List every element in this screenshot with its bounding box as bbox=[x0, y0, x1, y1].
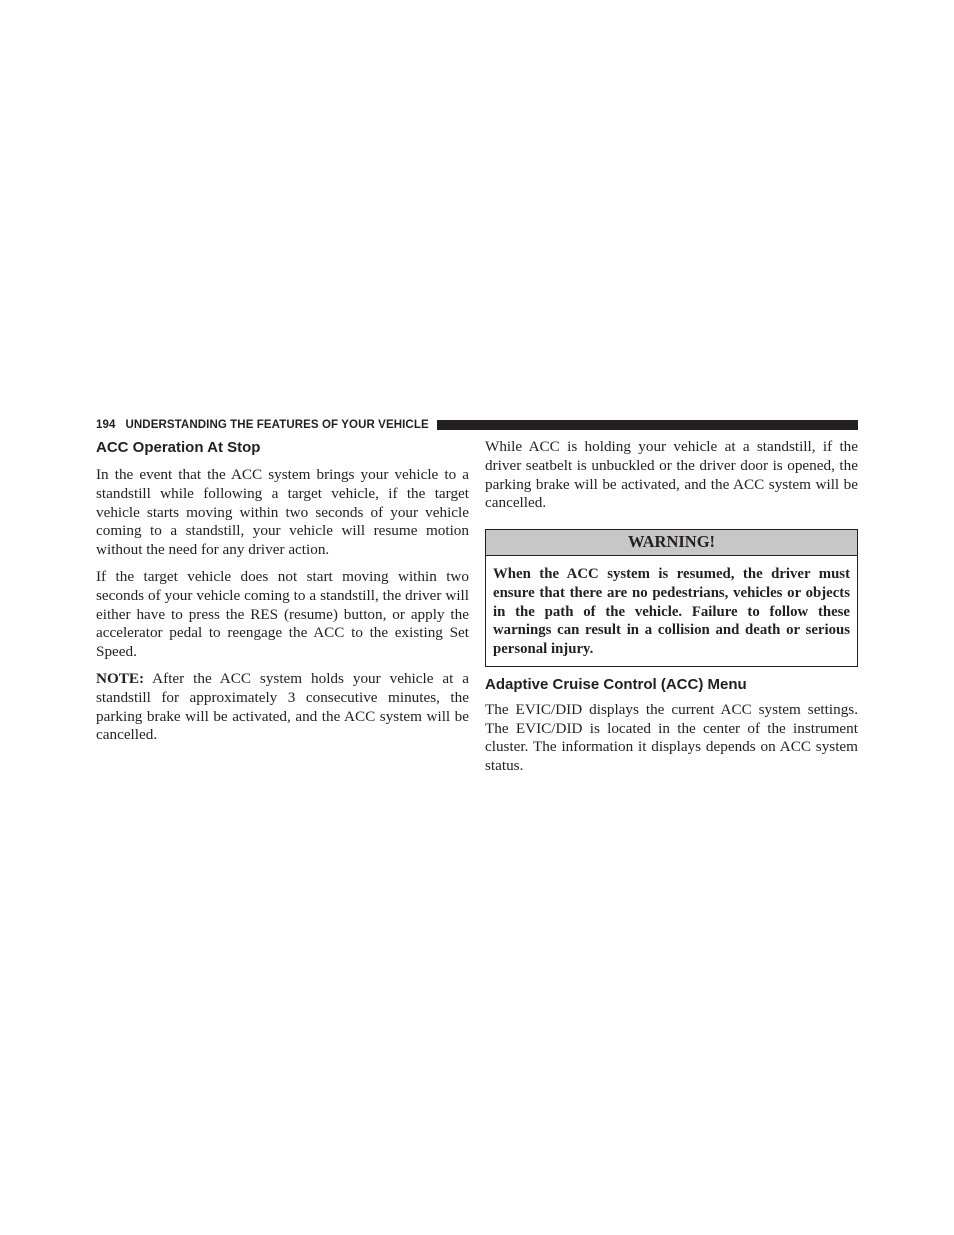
note-label: NOTE: bbox=[96, 669, 145, 687]
header-rule bbox=[437, 420, 858, 430]
section-heading-acc-menu: Adaptive Cruise Control (ACC) Menu bbox=[485, 675, 747, 693]
paragraph-evic-did: The EVIC/DID displays the current ACC system settings. The EVIC/DID is located in the center of the instrument cluster. The information it displays depends on ACC system status. bbox=[485, 700, 858, 775]
chapter-title: UNDERSTANDING THE FEATURES OF YOUR VEHICLE bbox=[125, 419, 429, 431]
warning-title: WARNING! bbox=[486, 530, 857, 556]
left-column bbox=[96, 438, 469, 753]
paragraph-seatbelt-door: While ACC is holding your vehicle at a standstill, if the driver seatbelt is unbuckled or the driver door is opened, the parking brake will be activated, and the ACC system will be cancelled. bbox=[485, 438, 858, 512]
page-number: 194 bbox=[96, 419, 116, 431]
section-heading-acc-operation-at-stop: ACC Operation At Stop bbox=[96, 439, 261, 456]
note-paragraph bbox=[96, 670, 469, 745]
page-header bbox=[96, 417, 858, 433]
warning-text: When the ACC system is resumed, the driver must ensure that there are no pedestrians, vehicles or objects in the path of the vehicle. Failure to follow these warnings can result in a collision and death or serious personal injury. bbox=[493, 566, 850, 657]
warning-box bbox=[485, 529, 858, 667]
paragraph-standstill-resume: In the event that the ACC system brings your vehicle to a standstill while following a target vehicle, if the target vehicle starts moving within two seconds of your vehicle coming to a standstill, your vehicle will resume motion without the need for any driver action. bbox=[96, 466, 469, 559]
note-text: After the ACC system holds your vehicle at a standstill for approximately 3 consecutive minutes, the parking brake will be activated, and the ACC system will be cancelled. bbox=[96, 669, 469, 744]
right-column bbox=[485, 438, 858, 784]
paragraph-target-not-moving: If the target vehicle does not start moving within two seconds of your vehicle coming to a standstill, the driver will either have to press the RES (resume) button, or apply the accelerator pedal to reengage the ACC to the existing Set Speed. bbox=[96, 567, 469, 661]
